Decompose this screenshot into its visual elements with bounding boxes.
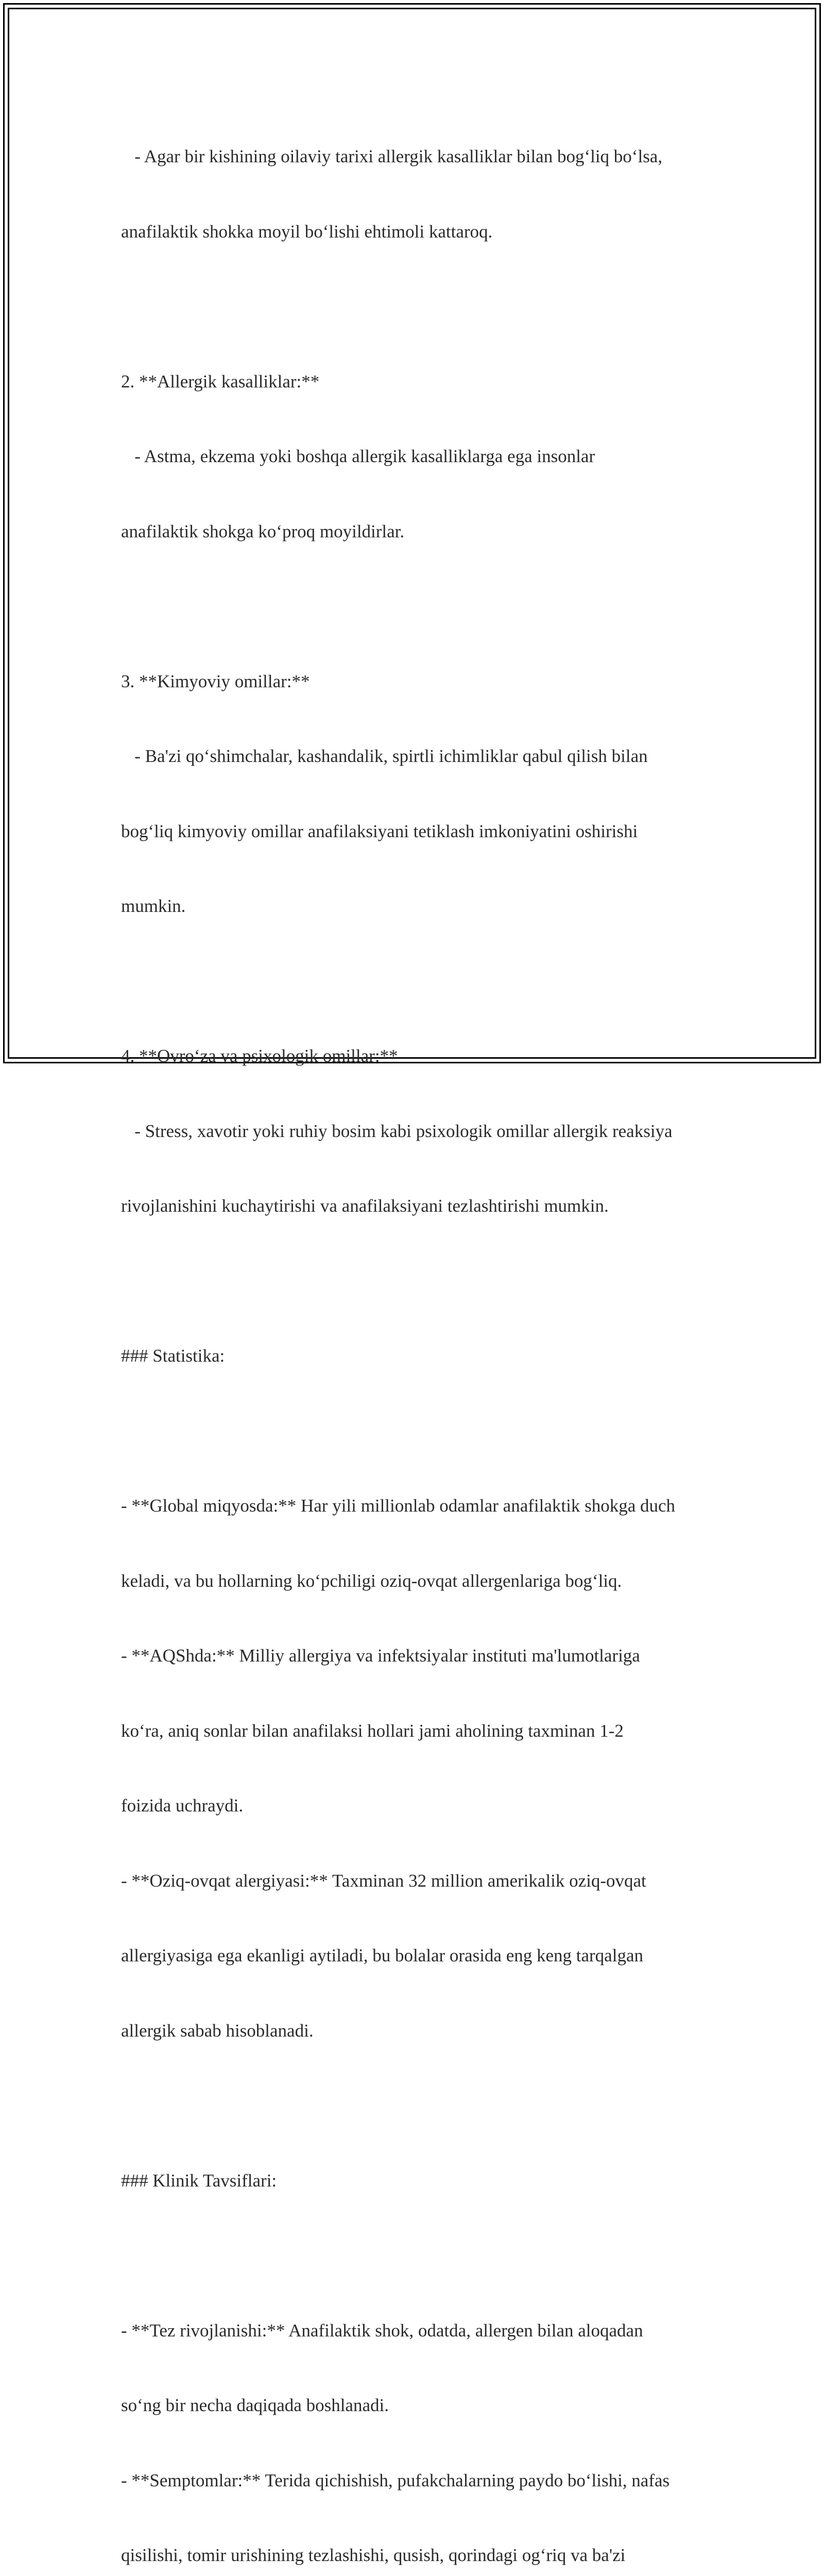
text-line: - Astma, ekzema yoki boshqa allergik kasalliklarga ega insonlar xyxy=(121,446,595,466)
bullet-line: - **AQShda:** Milliy allergiya va infektsiyalar instituti ma'lumotlariga xyxy=(121,1646,640,1666)
text-line: keladi, va bu hollarning ko‘pchiligi oziq-ovqat allergenlariga bog‘liq. xyxy=(121,1570,622,1591)
bullet-line: - **Oziq-ovqat alergiyasi:** Taxminan 32 million amerikalik oziq-ovqat xyxy=(121,1870,646,1891)
text-line: anafilaktik shokka moyil bo‘lishi ehtimoli kattaroq. xyxy=(121,221,493,242)
text-line: - Ba'zi qo‘shimchalar, kashandalik, spirtli ichimliklar qabul qilish bilan xyxy=(121,746,648,766)
text-line: foizida uchraydi. xyxy=(121,1795,244,1816)
bullet-line: - **Global miqyosda:** Har yili millionlab odamlar anafilaktik shokga duch xyxy=(121,1496,676,1516)
text-line: mumkin. xyxy=(121,896,186,916)
text-line: - Agar bir kishining oilaviy tarixi allergik kasalliklar bilan bog‘liq bo‘lsa, xyxy=(121,146,663,166)
blank-line xyxy=(121,594,708,619)
text-line: rivojlanishini kuchaytirishi va anafilaksiyani tezlashtirishi mumkin. xyxy=(121,1196,609,1216)
text-line: so‘ng bir necha daqiqada boshlanadi. xyxy=(121,2395,389,2415)
text-line: qisilishi, tomir urishining tezlashishi, qusish, qorindagi og‘riq va ba'zi xyxy=(121,2545,626,2565)
blank-line xyxy=(121,1269,708,1294)
section-heading: ### Klinik Tavsiflari: xyxy=(121,2170,277,2191)
list-item-heading: 3. **Kimyoviy omillar:** xyxy=(121,671,310,691)
blank-line xyxy=(121,2243,708,2268)
document-body xyxy=(121,94,708,2576)
section-heading: ### Statistika: xyxy=(121,1346,225,1366)
text-line: anafilaktik shokga ko‘proq moyildirlar. xyxy=(121,521,405,541)
text-line: bog‘liq kimyoviy omillar anafilaksiyani tetiklash imkoniyatini oshirishi xyxy=(121,821,638,841)
blank-line xyxy=(121,294,708,319)
list-item-heading: 4. **Ovro‘za va psixologik omillar:** xyxy=(121,1046,398,1066)
blank-line xyxy=(121,2093,708,2119)
list-item-heading: 2. **Allergik kasalliklar:** xyxy=(121,371,320,392)
text-line: allergiyasiga ega ekanligi aytiladi, bu bolalar orasida eng keng tarqalgan xyxy=(121,1945,643,1965)
blank-line xyxy=(121,1419,708,1444)
bullet-line: - **Semptomlar:** Terida qichishish, pufakchalarning paydo bo‘lishi, nafas xyxy=(121,2470,670,2490)
blank-line xyxy=(121,969,708,994)
text-line: allergik sabab hisoblanadi. xyxy=(121,2020,314,2041)
text-line: ko‘ra, aniq sonlar bilan anafilaksi hollari jami aholining taxminan 1-2 xyxy=(121,1720,624,1741)
bullet-line: - **Tez rivojlanishi:** Anafilaktik shok, odatda, allergen bilan aloqadan xyxy=(121,2320,643,2341)
text-line: - Stress, xavotir yoki ruhiy bosim kabi psixologik omillar allergik reaksiya xyxy=(121,1121,673,1141)
